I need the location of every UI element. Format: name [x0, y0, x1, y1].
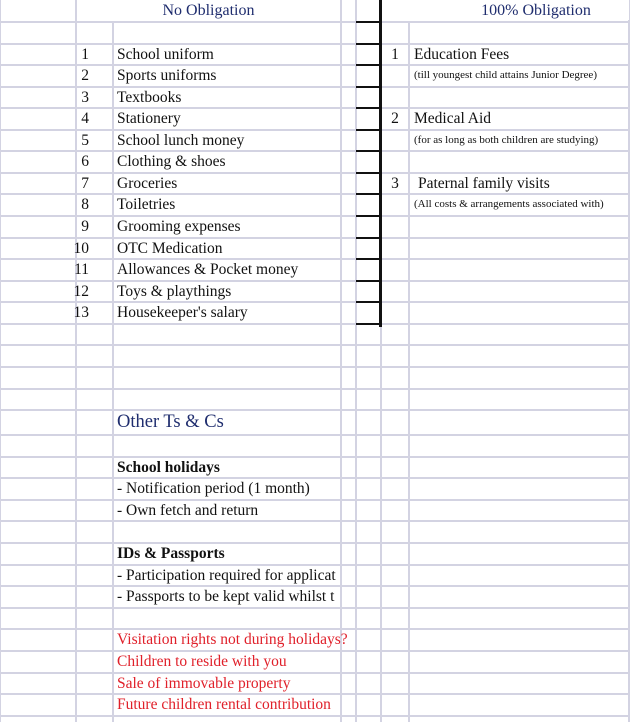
grid-row-line — [0, 366, 630, 368]
item-number: 9 — [81, 218, 89, 236]
grid-col-line — [112, 22, 114, 722]
obligation-label: Medical Aid — [414, 110, 492, 128]
obligation-label: Education Fees — [414, 45, 510, 63]
item-number: 1 — [81, 45, 89, 63]
item-number: 2 — [81, 67, 89, 85]
grid-row-line — [0, 456, 630, 458]
item-number: 4 — [81, 110, 89, 128]
obligation-number: 2 — [391, 110, 399, 128]
item-label: OTC Medication — [117, 239, 223, 257]
item-label: Textbooks — [117, 88, 182, 106]
item-number: 3 — [81, 88, 89, 106]
grid-row-line — [0, 520, 630, 522]
obligation-note: (till youngest child attains Junior Degree) — [414, 69, 597, 82]
item-number: 5 — [81, 131, 89, 149]
item-label: Toiletries — [117, 196, 176, 214]
obligation-note: (for as long as both children are studying) — [414, 133, 599, 146]
obligation-label: Paternal family visits — [418, 174, 550, 192]
item-label: Sports uniforms — [117, 67, 217, 85]
item-label: Grooming expenses — [117, 218, 241, 236]
grid-row-line — [0, 323, 630, 325]
item-label: School uniform — [117, 45, 214, 63]
grid-row-line — [0, 388, 630, 390]
grid-row-line — [0, 301, 630, 303]
item-number: 6 — [81, 153, 89, 171]
grid-row-line — [0, 43, 630, 45]
thick-border-tick — [356, 172, 381, 174]
grid-row-line — [0, 237, 630, 239]
open-question: Sale of immovable property — [117, 674, 291, 692]
grid-row-line — [0, 542, 630, 544]
ids-passports-heading: IDs & Passports — [117, 545, 225, 562]
item-number: 11 — [74, 261, 89, 279]
item-number: 12 — [73, 282, 89, 300]
item-number: 13 — [73, 304, 89, 322]
item-label: School lunch money — [117, 131, 245, 149]
grid-row-line — [0, 477, 630, 479]
full-obligation-header: 100% Obligation — [481, 2, 591, 19]
item-label: Clothing & shoes — [117, 153, 226, 171]
item-number: 10 — [73, 239, 89, 257]
thick-border-tick — [356, 129, 381, 131]
item-label: Allowances & Pocket money — [117, 261, 299, 279]
thick-border-tick — [356, 193, 381, 195]
thick-border-tick — [356, 237, 381, 239]
school-holidays-line: - Own fetch and return — [117, 501, 259, 519]
grid-row-line — [0, 409, 630, 411]
thick-border-tick — [356, 86, 381, 88]
grid-row-line — [0, 258, 630, 260]
item-number: 7 — [81, 174, 89, 192]
item-label: Housekeeper's salary — [117, 304, 248, 322]
school-holidays-line: - Notification period (1 month) — [117, 480, 310, 498]
obligation-number: 3 — [391, 174, 399, 192]
obligation-note: (All costs & arrangements associated with) — [414, 198, 604, 211]
open-question: Visitation rights not during holidays? — [117, 631, 348, 649]
thick-border-tick — [356, 215, 381, 217]
grid-row-line — [0, 280, 630, 282]
ids-passports-line: - Passports to be kept valid whilst t — [117, 588, 335, 606]
obligation-number: 1 — [391, 45, 399, 63]
item-label: Stationery — [117, 110, 181, 128]
grid-row-line — [0, 499, 630, 501]
other-terms-title: Other Ts & Cs — [117, 412, 224, 433]
school-holidays-heading: School holidays — [117, 458, 220, 476]
thick-border-tick — [356, 43, 381, 45]
thick-border-tick — [356, 64, 381, 66]
open-question: Children to reside with you — [117, 653, 287, 670]
grid-col-line — [340, 0, 342, 722]
ids-passports-line: - Participation required for applicat — [117, 566, 336, 584]
grid-row-line — [0, 344, 630, 346]
thick-border-tick — [356, 301, 381, 303]
thick-border-tick — [356, 107, 381, 109]
grid-row-line — [0, 672, 630, 674]
item-label: Groceries — [117, 174, 178, 192]
no-obligation-header: No Obligation — [162, 2, 255, 19]
thick-border-tick — [356, 21, 381, 23]
thick-border-tick — [356, 280, 381, 282]
grid-row-line — [0, 434, 630, 436]
grid-row-line — [0, 107, 630, 109]
thick-border-tick — [356, 258, 381, 260]
item-label: Toys & playthings — [117, 282, 232, 300]
thick-border-tick — [356, 150, 381, 152]
open-question: Future children rental contribution — [117, 696, 331, 714]
thick-border-tick — [356, 323, 381, 325]
item-number: 8 — [81, 196, 89, 214]
